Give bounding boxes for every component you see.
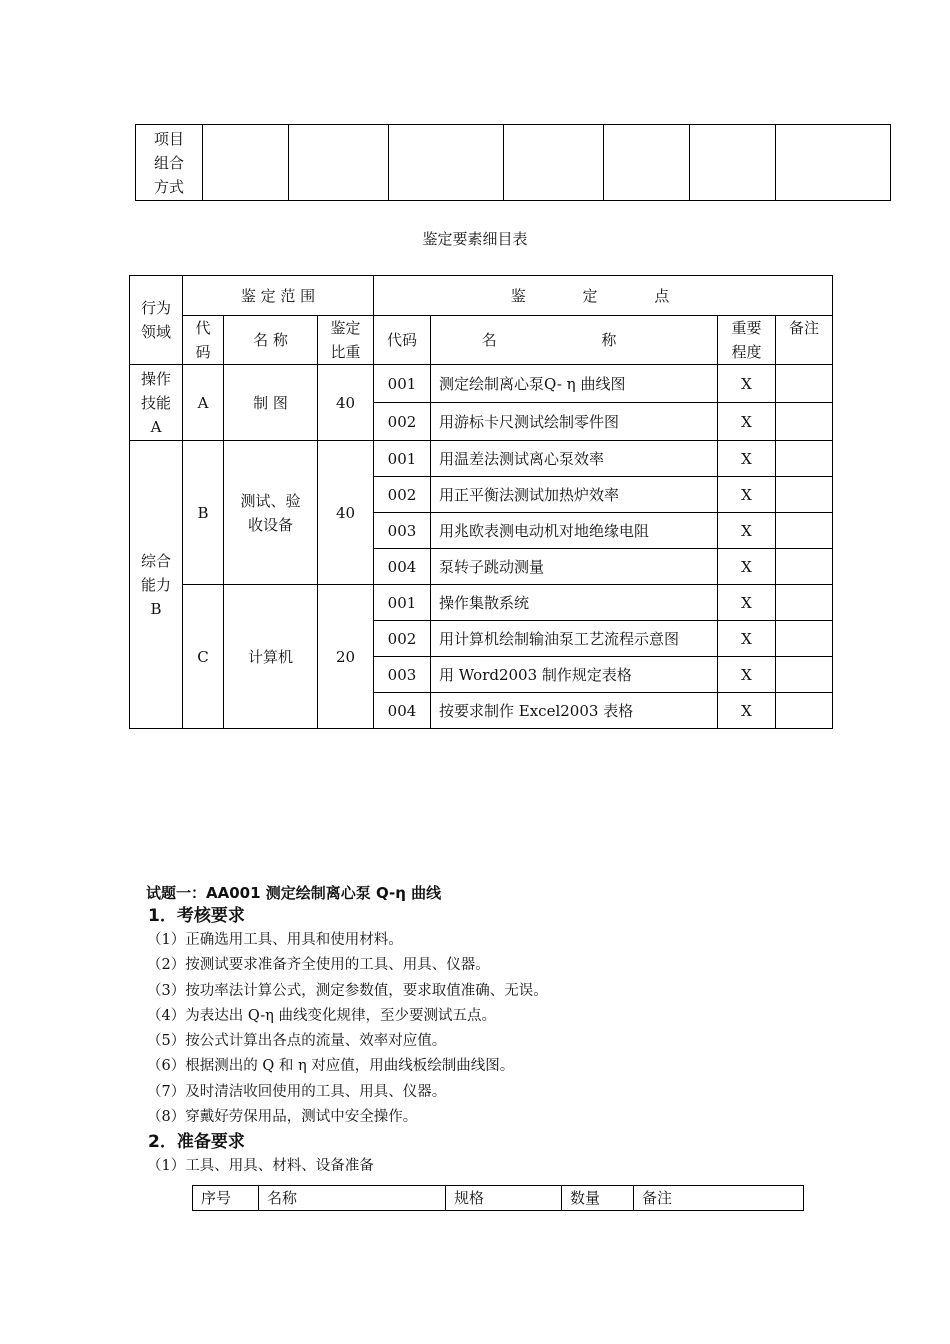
header-point-name <box>431 316 718 365</box>
point-name: 测定绘制离心泵Q- η 曲线图 <box>431 365 718 403</box>
combo-label-line: 组合 <box>153 153 184 172</box>
point-code: 001 <box>374 365 431 403</box>
header-code <box>183 316 224 365</box>
header-point-code: 代码 <box>374 316 431 365</box>
requirement-item: （8）穿戴好劳保用品，测试中安全操作。 <box>147 1109 418 1126</box>
detail-table-title: 鉴定要素细目表 <box>422 230 528 248</box>
header-point-name-text: 名 称 <box>481 331 667 349</box>
point-name: 用正平衡法测试加热炉效率 <box>431 477 718 513</box>
group-c-name: 计算机 <box>224 585 318 729</box>
point-code: 002 <box>374 477 431 513</box>
point-name: 按要求制作 Excel2003 表格 <box>431 693 718 729</box>
combo-cell <box>504 125 604 201</box>
point-importance: X <box>718 403 776 441</box>
group-b-weight: 40 <box>318 441 374 585</box>
question-section <box>146 882 846 1180</box>
group-a-weight: 40 <box>318 365 374 441</box>
detail-table <box>129 275 833 729</box>
point-name: 泵转子跳动测量 <box>431 549 718 585</box>
point-importance: X <box>718 441 776 477</box>
point-name: 操作集散系统 <box>431 585 718 621</box>
point-importance: X <box>718 621 776 657</box>
preparation-item: （1）工具、用具、材料、设备准备 <box>147 1158 374 1175</box>
group-b-name-line: 测试、验 <box>240 491 301 510</box>
header-note: 备注 <box>776 316 833 365</box>
group-b-name-line: 收设备 <box>247 515 293 534</box>
header-weight-line: 鉴定 <box>330 319 361 337</box>
requirement-item: （2）按测试要求准备齐全使用的工具、用具、仪器。 <box>147 957 490 974</box>
tool-header-qty: 数量 <box>562 1186 634 1211</box>
point-code: 004 <box>374 693 431 729</box>
point-note <box>776 365 833 403</box>
group-b-code: B <box>183 441 224 585</box>
tool-header-spec: 规格 <box>446 1186 562 1211</box>
section-heading-preparation: 2．准备要求 <box>148 1132 245 1153</box>
combo-cell <box>289 125 389 201</box>
point-importance: X <box>718 365 776 403</box>
tool-header-index: 序号 <box>193 1186 259 1211</box>
point-code: 001 <box>374 585 431 621</box>
domain-a-line: 操作 <box>140 369 171 388</box>
tool-table <box>192 1185 804 1211</box>
point-importance: X <box>718 477 776 513</box>
point-name: 用兆欧表测电动机对地绝缘电阻 <box>431 513 718 549</box>
point-importance: X <box>718 693 776 729</box>
requirement-item: （1）正确选用工具、用具和使用材料。 <box>147 932 403 948</box>
requirement-item: （3）按功率法计算公式，测定参数值，要求取值准确、无误。 <box>147 982 548 999</box>
point-importance: X <box>718 513 776 549</box>
requirement-item: （6）根据测出的 Q 和 η 对应值，用曲线板绘制曲线图。 <box>147 1058 515 1075</box>
combo-cell <box>203 125 289 201</box>
combo-cell <box>776 125 891 201</box>
header-domain <box>130 276 183 365</box>
point-code: 001 <box>374 441 431 477</box>
point-importance: X <box>718 657 776 693</box>
header-name: 名 称 <box>224 316 318 365</box>
requirement-item: （4）为表达出 Q-η 曲线变化规律，至少要测试五点。 <box>147 1007 496 1024</box>
point-note <box>776 621 833 657</box>
combo-label-line: 项目 <box>153 129 184 148</box>
point-code: 002 <box>374 403 431 441</box>
domain-a <box>130 365 183 441</box>
point-name: 用计算机绘制输油泵工艺流程示意图 <box>431 621 718 657</box>
header-code-line: 码 <box>195 343 211 361</box>
group-c-code: C <box>183 585 224 729</box>
combo-cell <box>690 125 776 201</box>
header-importance-line: 重要 <box>731 319 762 337</box>
point-note <box>776 585 833 621</box>
group-c-weight: 20 <box>318 585 374 729</box>
domain-b-line: 综合 <box>140 551 171 570</box>
domain-a-line: 技能 <box>140 393 171 412</box>
point-name: 用 Word2003 制作规定表格 <box>431 657 718 693</box>
header-domain-line: 行为 <box>140 299 171 317</box>
combo-label-line: 方式 <box>153 177 184 196</box>
point-note <box>776 693 833 729</box>
point-code: 003 <box>374 513 431 549</box>
point-code: 002 <box>374 621 431 657</box>
point-code: 004 <box>374 549 431 585</box>
combo-table <box>135 124 891 201</box>
combo-cell <box>389 125 504 201</box>
tool-header-note: 备注 <box>634 1186 804 1211</box>
header-weight-line: 比重 <box>330 343 361 361</box>
tool-header-name: 名称 <box>259 1186 446 1211</box>
header-weight <box>318 316 374 365</box>
point-name: 用温差法测试离心泵效率 <box>431 441 718 477</box>
domain-b <box>130 441 183 729</box>
point-note <box>776 657 833 693</box>
question-title: 试题一：AA001 测定绘制离心泵 Q-η 曲线 <box>146 884 442 902</box>
point-code: 003 <box>374 657 431 693</box>
point-note <box>776 549 833 585</box>
group-b-name <box>224 441 318 585</box>
point-importance: X <box>718 585 776 621</box>
domain-b-line: B <box>150 599 162 618</box>
header-domain-line: 领域 <box>140 323 171 341</box>
group-a-code: A <box>183 365 224 441</box>
point-note <box>776 441 833 477</box>
group-a-name: 制 图 <box>224 365 318 441</box>
requirement-item: （7）及时清洁收回使用的工具、用具、仪器。 <box>147 1083 447 1100</box>
point-name: 用游标卡尺测试绘制零件图 <box>431 403 718 441</box>
header-importance <box>718 316 776 365</box>
requirement-item: （5）按公式计算出各点的流量、效率对应值。 <box>147 1033 447 1050</box>
point-note <box>776 477 833 513</box>
header-point-text: 鉴 定 点 <box>510 286 696 305</box>
domain-b-line: 能力 <box>140 575 171 594</box>
section-heading-requirements: 1．考核要求 <box>148 906 245 926</box>
header-code-line: 代 <box>195 319 211 337</box>
point-note <box>776 403 833 441</box>
point-importance: X <box>718 549 776 585</box>
header-importance-line: 程度 <box>731 343 762 361</box>
combo-label <box>136 125 203 201</box>
domain-a-line: A <box>150 417 162 436</box>
combo-cell <box>604 125 690 201</box>
header-range: 鉴 定 范 围 <box>183 276 374 316</box>
point-note <box>776 513 833 549</box>
header-point <box>374 276 833 316</box>
